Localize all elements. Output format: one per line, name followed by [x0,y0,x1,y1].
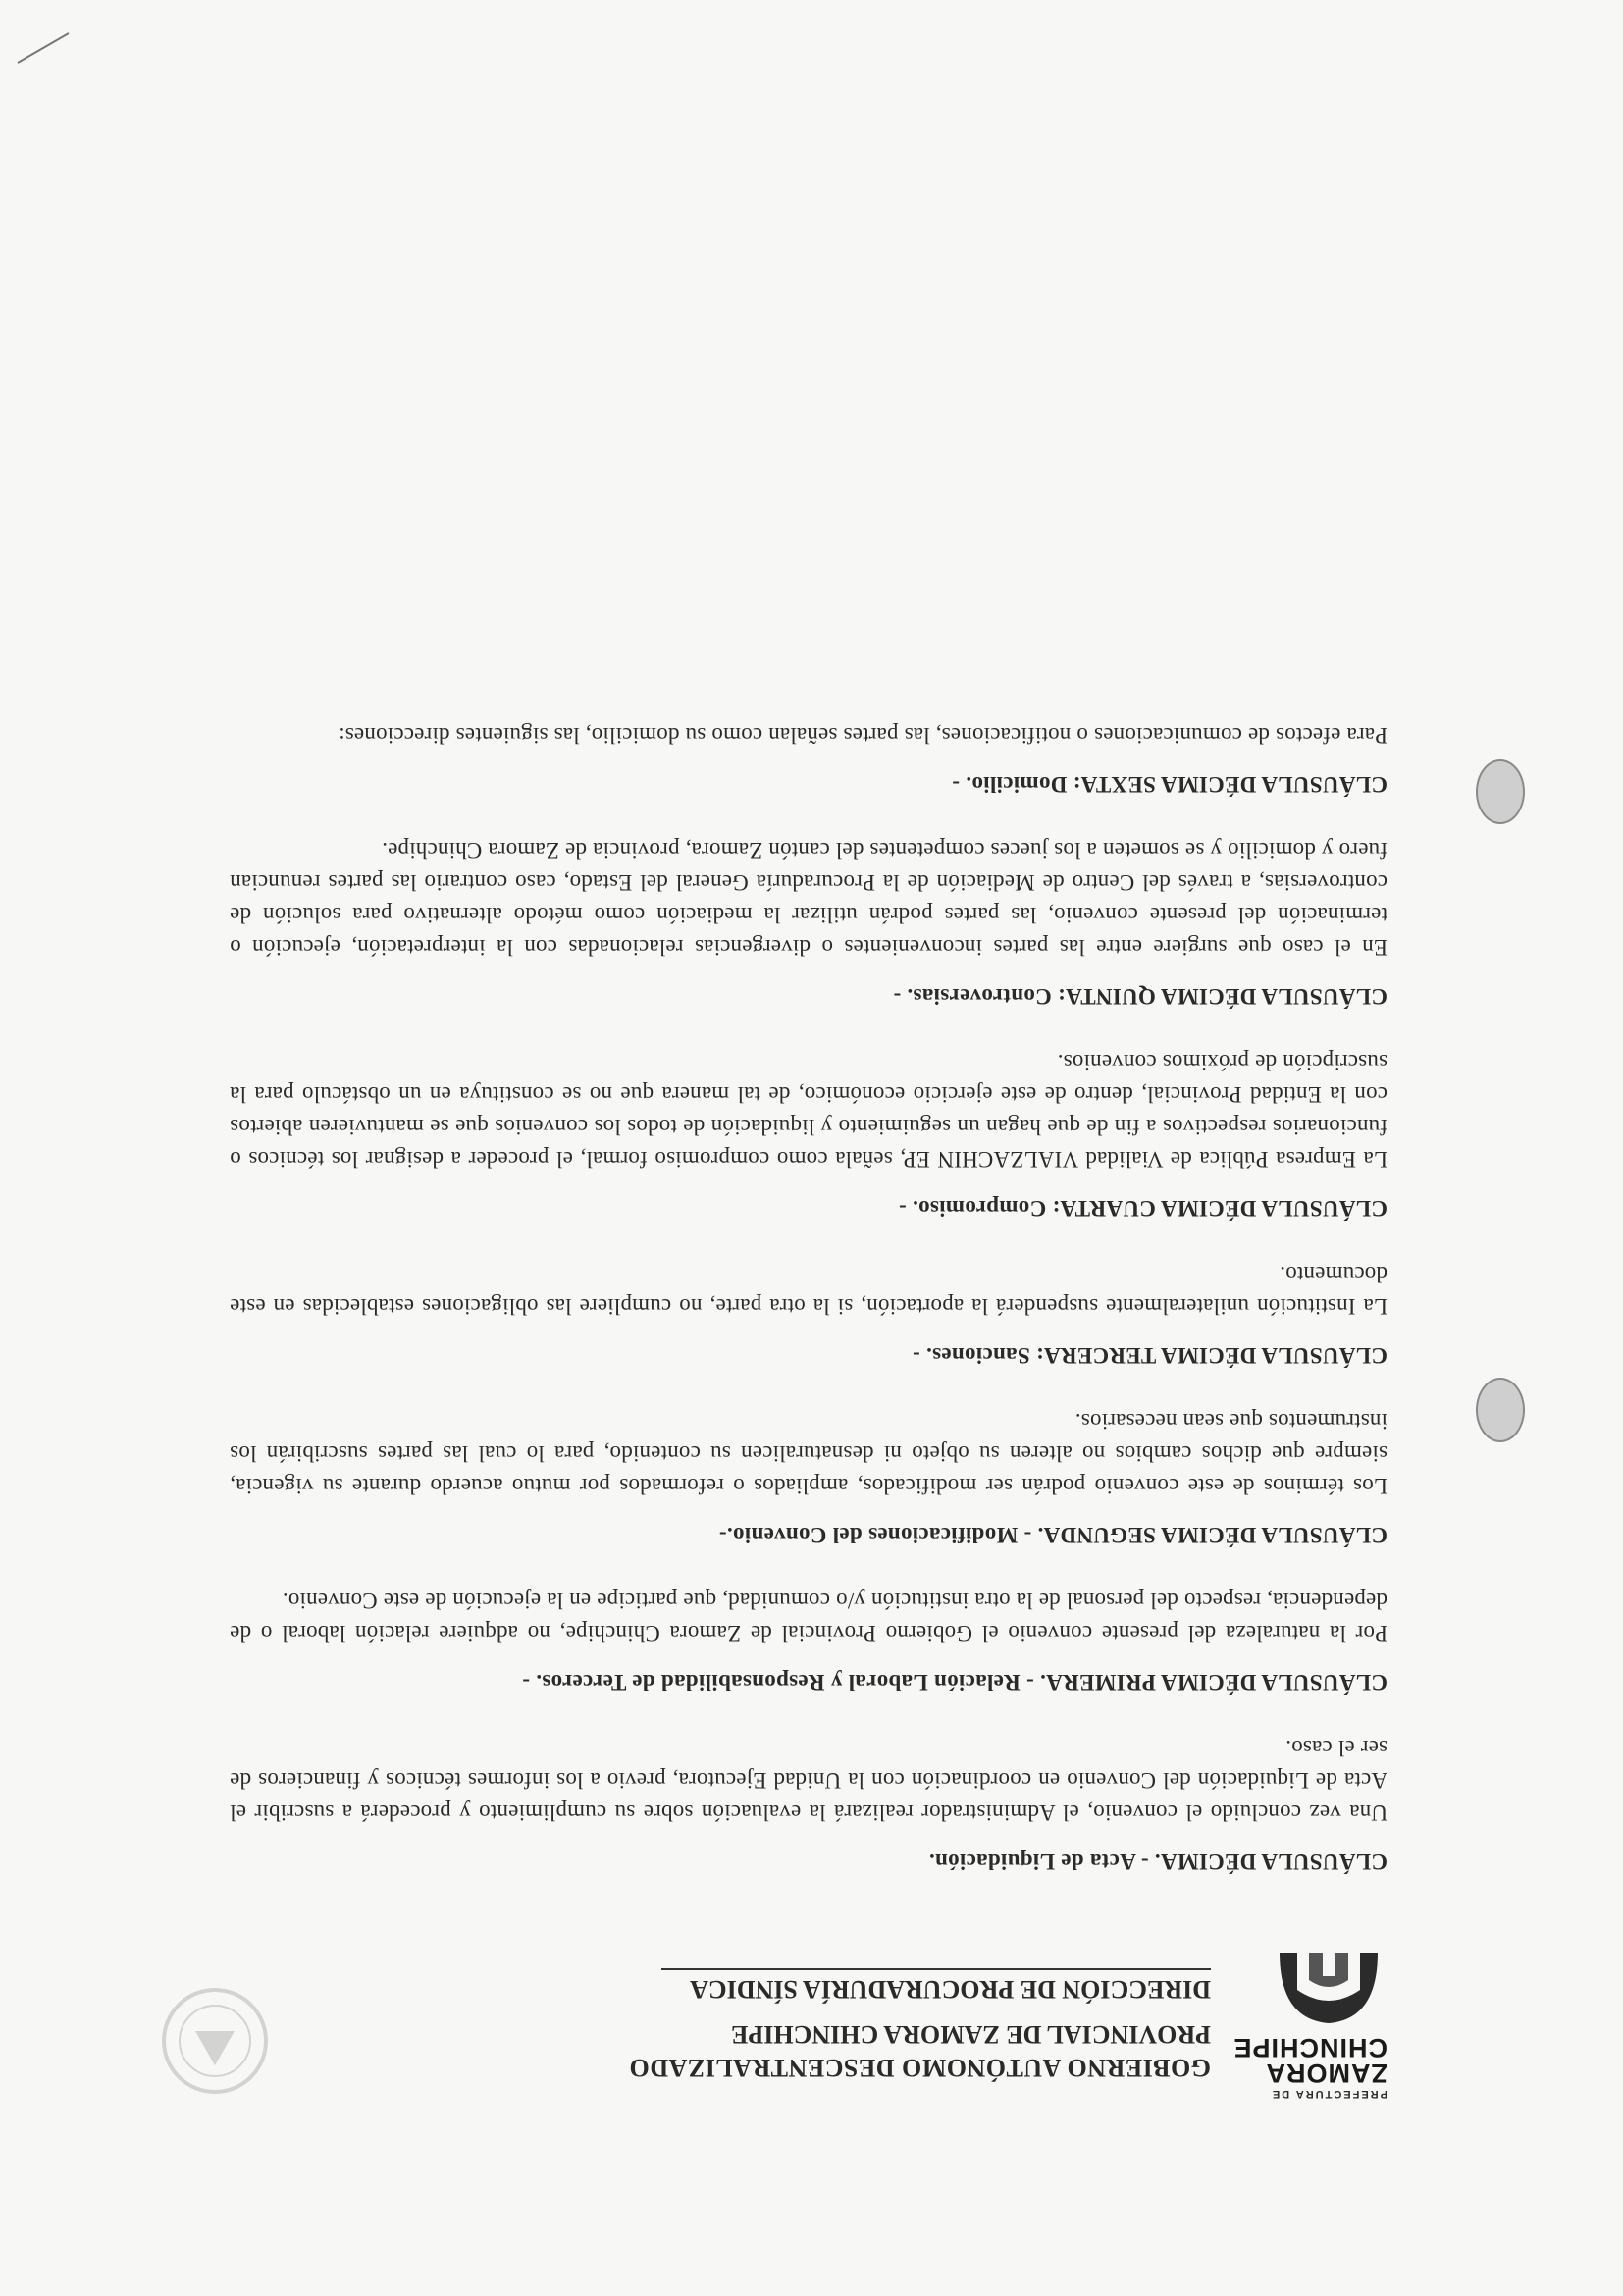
binder-hole-lower [1476,759,1525,824]
logo-line-chinchipe: CHINCHIPE [1232,2033,1387,2062]
clause-decima-quinta [230,834,1387,1009]
clause-decima-tercera [230,1258,1387,1368]
logo-prefix: PREFECTURA DE [1270,2088,1387,2100]
clause-title: CLÁUSULA DÉCIMA SEXTA: Domicilio. - [952,772,1387,797]
clause-decima-sexta [230,719,1387,797]
letterhead [131,1923,1387,2100]
clause-title: CLÁUSULA DÉCIMA PRIMERA. - Relación Laboral y Responsabilidad de Terceros. - [522,1670,1387,1695]
header-rule [661,1968,1211,1970]
clause-decima-cuarta [230,1046,1387,1221]
binder-hole-upper [1476,1378,1525,1442]
logo-name [1232,2035,1387,2086]
gov-name-line2: PROVINCIAL DE ZAMORA CHINCHIPE [731,2020,1211,2049]
clause-text: Para efectos de comunicaciones o notificaciones, las partes señalan como su domicilio, las siguientes direcciones: [339,723,1387,748]
scan-edge-mark [18,32,70,64]
clause-title: CLÁUSULA DÉCIMA TERCERA: Sanciones. - [912,1343,1387,1368]
clause-decima-segunda [230,1405,1387,1547]
clause-decima-primera [230,1585,1387,1695]
clause-decima [230,1732,1387,1874]
prefecture-emblem-icon [1270,1951,1387,2029]
clause-text: Una vez concluido el convenio, el Administrador realizará la evaluación sobre su cumplimiento y procederá a suscribir el Acta de Liquidación del Convenio en coordinación con la Unidad Ejecutora, previo a los informes técnicos y financieros de ser el caso. [230,1736,1387,1825]
clause-text: La Empresa Pública de Vialidad VIALZACHIN EP, señala como compromiso formal, el proceder a designar los técnicos o funcionarios respectivos a fin de que hagan un seguimiento y liquidación de todos los convenios que se mantuvieren abiertos con la Entidad Provincial, dentro de este ejercicio económico, de tal manera que no se constituya en un obstáculo para la suscripción de próximos convenios. [230,1050,1387,1172]
clause-title: CLÁUSULA DÉCIMA QUINTA: Controversias. - [893,984,1387,1009]
faded-seal-icon [151,1982,279,2100]
gov-name-line1: GOBIERNO AUTÓNOMO DESCENTRALIZADO [629,2054,1211,2082]
prefecture-logo [1232,1943,1387,2100]
clause-title: CLÁUSULA DÉCIMA SEGUNDA. - Modificaciones del Convenio.- [718,1523,1387,1547]
clause-text: Los términos de este convenio podrán ser modificados, ampliados o reformados por mutuo acuerdo durante su vigencia, siempre que dichos cambios no alteren su objeto ni desnaturalicen su contenido, para lo cual las partes suscribirán los instrumentos que sean necesarios. [230,1409,1387,1498]
clause-title: CLÁUSULA DÉCIMA. - Acta de Liquidación. [928,1850,1387,1874]
clause-text: La Institución unilateralmente suspenderá la aportación, si la otra parte, no cumpliere las obligaciones establecidas en este documento. [230,1262,1387,1319]
department-name: DIRECCIÓN DE PROCURADURÍA SÍNDICA [690,1975,1211,2004]
clause-text: En el caso que surgiere entre las partes inconvenientes o divergencias relacionadas con la interpretación, ejecución o terminación del presente convenio, las partes podrán utilizar la mediación como método alternativo para solución de controversias, a través del Centro de Mediación de la Procuraduría General del Estado, caso contrario las partes renuncian fuero y domicilio y se someten a los jueces competentes del cantón Zamora, provincia de Zamora Chinchipe. [230,838,1387,960]
document-body [230,682,1387,1874]
clause-title: CLÁUSULA DÉCIMA CUARTA: Compromiso. - [898,1196,1387,1221]
logo-line-zamora: ZAMORA [1265,2059,1387,2088]
clause-text: Por la naturaleza del presente convenio el Gobierno Provincial de Zamora Chinchipe, no adquiere relación laboral o de dependencia, respecto del personal de la otra institución y/o comunidad, que participe en la ejecución de este Convenio. [230,1589,1387,1645]
